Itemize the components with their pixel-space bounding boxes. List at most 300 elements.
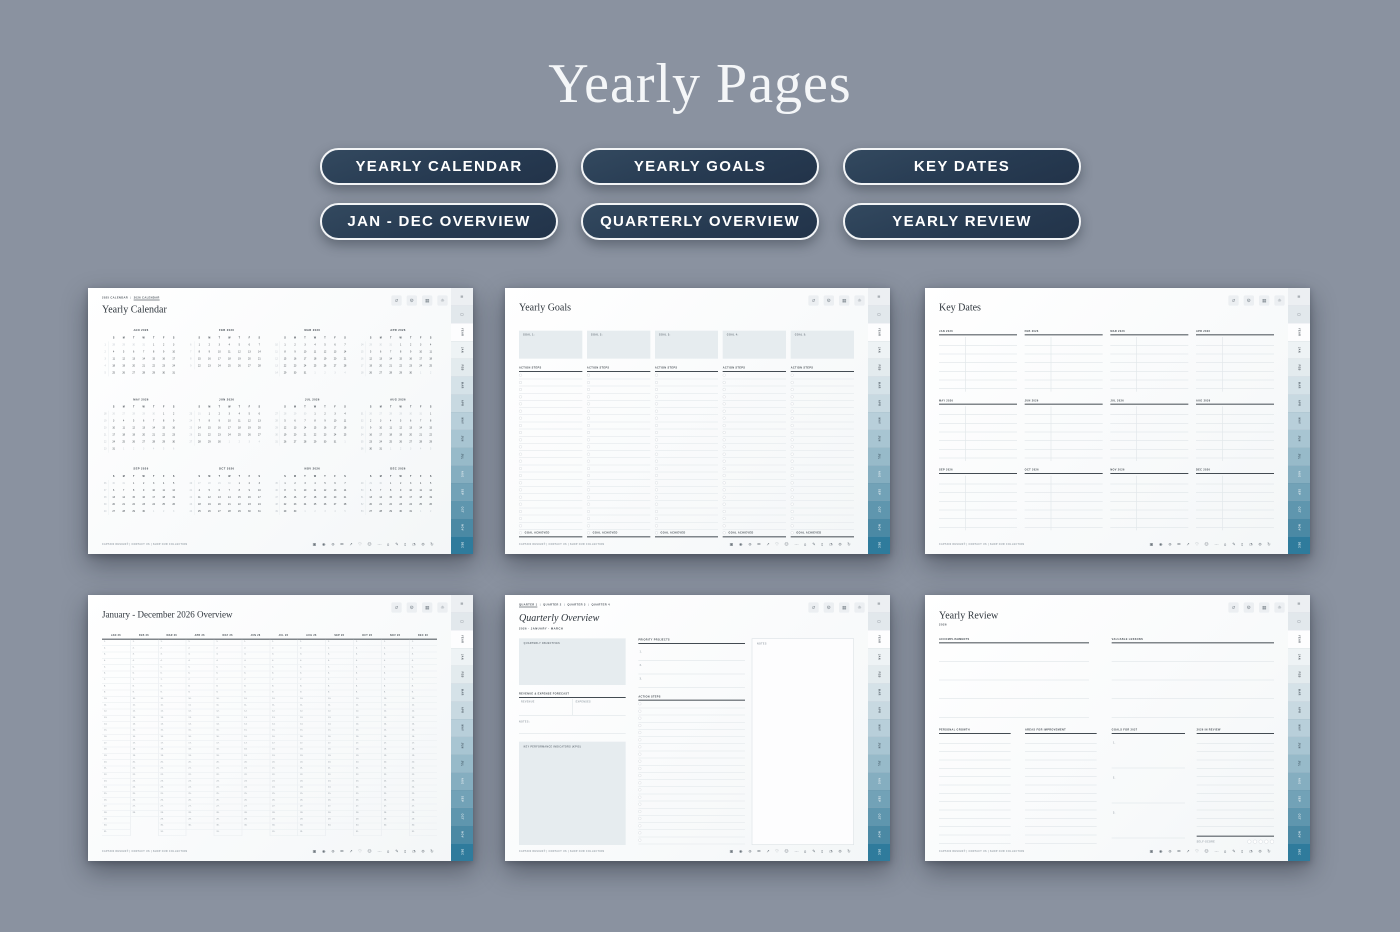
day-cell[interactable]: 30: [228, 482, 231, 485]
mail-icon[interactable]: ✉: [340, 848, 344, 854]
day-cell[interactable]: 27: [379, 371, 382, 374]
day-cell[interactable]: 31: [122, 482, 125, 485]
share-icon[interactable]: ↗: [766, 541, 770, 547]
checkbox-circle[interactable]: [519, 374, 522, 377]
day-cell[interactable]: 18: [389, 433, 392, 437]
sidebar-tab-nov[interactable]: [451, 825, 473, 843]
day-cell[interactable]: 30: [303, 412, 307, 416]
sidebar-tab-aug[interactable]: [1288, 465, 1310, 483]
checkbox-circle[interactable]: [638, 781, 641, 784]
day-cell[interactable]: 27: [333, 503, 337, 506]
day-cell[interactable]: 2: [218, 412, 220, 416]
day-cell[interactable]: 28: [343, 503, 347, 506]
heart-icon[interactable]: ♡: [775, 541, 779, 547]
day-cell[interactable]: 2: [133, 447, 135, 451]
day-cell[interactable]: 21: [343, 496, 347, 499]
sidebar-tab-nov[interactable]: [1288, 825, 1310, 843]
day-cell[interactable]: 29: [152, 371, 155, 374]
day-cell[interactable]: 31: [258, 510, 261, 513]
checkbox-circle[interactable]: [519, 474, 522, 477]
day-cell[interactable]: 18: [343, 426, 347, 430]
day-cell[interactable]: 17: [333, 426, 337, 430]
day-cell[interactable]: 26: [323, 503, 327, 506]
checkbox-circle[interactable]: [723, 374, 726, 377]
checkbox-circle[interactable]: [655, 496, 658, 499]
day-cell[interactable]: 2: [238, 440, 240, 444]
footer-link[interactable]: CONTACT US: [548, 543, 567, 546]
camera-icon[interactable]: ▣: [729, 848, 734, 854]
more-icon[interactable]: ⋯: [1214, 541, 1219, 547]
checkbox-circle[interactable]: [587, 503, 590, 506]
day-cell[interactable]: 23: [323, 433, 327, 437]
checkbox-circle[interactable]: [587, 517, 590, 520]
breadcrumb-link[interactable]: QUARTER 3: [567, 603, 586, 606]
checkbox-circle[interactable]: [638, 824, 641, 827]
day-cell[interactable]: 23: [293, 503, 297, 506]
day-row[interactable]: [298, 830, 325, 836]
share-icon[interactable]: ↗: [349, 848, 353, 854]
day-cell[interactable]: 1: [284, 343, 286, 346]
day-cell[interactable]: 30: [218, 440, 221, 444]
day-cell[interactable]: 14: [343, 489, 347, 492]
sidebar-tab-year[interactable]: [451, 323, 473, 341]
day-cell[interactable]: 29: [238, 510, 241, 513]
sidebar-tab-oct[interactable]: [1288, 808, 1310, 826]
day-cell[interactable]: 9: [208, 350, 210, 353]
checkbox-circle[interactable]: [587, 453, 590, 456]
score-circle[interactable]: [1264, 840, 1268, 844]
index-tab[interactable]: [868, 612, 890, 630]
more-icon[interactable]: ⋯: [1214, 848, 1219, 854]
checkbox-circle[interactable]: [638, 753, 641, 756]
breadcrumb-link[interactable]: 2025 CALENDAR: [101, 296, 128, 299]
checkbox-circle[interactable]: [655, 402, 658, 405]
clock-icon[interactable]: ◔: [1249, 541, 1253, 547]
day-cell[interactable]: 17: [172, 357, 175, 360]
day-cell[interactable]: 3: [153, 482, 155, 485]
globe-icon[interactable]: ⊛: [331, 541, 335, 547]
checkbox-circle[interactable]: [723, 410, 726, 413]
day-cell[interactable]: 15: [208, 426, 211, 430]
checkbox-circle[interactable]: [655, 438, 658, 441]
day-row[interactable]: [354, 830, 381, 836]
menu-tab[interactable]: [1288, 288, 1310, 305]
day-cell[interactable]: 14: [419, 426, 422, 430]
checkbox-circle[interactable]: [519, 503, 522, 506]
checkbox-circle[interactable]: [791, 374, 794, 377]
sidebar-tab-oct[interactable]: [451, 501, 473, 519]
day-cell[interactable]: 1: [133, 482, 135, 485]
sidebar-tab-sep[interactable]: [1288, 790, 1310, 808]
sidebar-tab-may[interactable]: [451, 719, 473, 737]
day-cell[interactable]: 9: [410, 350, 412, 353]
sidebar-tab-sep[interactable]: [451, 483, 473, 501]
day-cell[interactable]: 7: [344, 482, 346, 485]
checkbox-circle[interactable]: [723, 424, 726, 427]
day-cell[interactable]: 15: [238, 496, 241, 499]
day-cell[interactable]: 4: [420, 482, 422, 485]
nav-button-key-dates[interactable]: KEY DATES: [843, 148, 1081, 185]
checkbox-circle[interactable]: [638, 796, 641, 799]
day-cell[interactable]: 22: [198, 364, 201, 367]
day-cell[interactable]: 9: [294, 489, 296, 492]
day-cell[interactable]: 29: [142, 412, 145, 416]
day-cell[interactable]: 3: [248, 440, 250, 444]
sidebar-tab-jul[interactable]: [868, 754, 890, 772]
day-row[interactable]: [186, 830, 213, 836]
checkbox-circle[interactable]: [638, 839, 641, 842]
day-cell[interactable]: 12: [208, 496, 211, 499]
day-cell[interactable]: 13: [379, 357, 382, 360]
checkbox-circle[interactable]: [519, 496, 522, 499]
day-cell[interactable]: 21: [419, 433, 422, 437]
day-cell[interactable]: 30: [293, 371, 297, 374]
brightness-button[interactable]: [1274, 295, 1284, 305]
goal-box[interactable]: [723, 331, 786, 359]
day-cell[interactable]: 10: [218, 350, 221, 353]
day-cell[interactable]: 15: [313, 426, 317, 430]
day-cell[interactable]: 9: [248, 489, 250, 492]
day-cell[interactable]: 1: [390, 447, 392, 451]
day-cell[interactable]: 6: [410, 419, 412, 423]
day-cell[interactable]: 14: [258, 350, 261, 353]
refresh-icon[interactable]: ↻: [430, 541, 434, 547]
day-cell[interactable]: 29: [389, 510, 392, 513]
footer-link[interactable]: CAPTAIN DESIGN®: [939, 850, 966, 853]
sidebar-tab-year[interactable]: [868, 323, 890, 341]
pinterest-icon[interactable]: ◉: [739, 541, 743, 547]
score-circle[interactable]: [1247, 840, 1251, 844]
day-cell[interactable]: 25: [238, 433, 241, 437]
day-cell[interactable]: 28: [228, 510, 231, 513]
day-cell[interactable]: 30: [172, 440, 175, 444]
day-cell[interactable]: 9: [294, 350, 296, 353]
sidebar-tab-jul[interactable]: [1288, 447, 1310, 465]
sidebar-tab-jun[interactable]: [868, 737, 890, 755]
sidebar-tab-oct[interactable]: [451, 808, 473, 826]
day-cell[interactable]: 4: [314, 343, 316, 346]
heart-icon[interactable]: ♡: [358, 541, 362, 547]
share-icon[interactable]: ↗: [766, 848, 770, 854]
day-cell[interactable]: 3: [143, 447, 145, 451]
checkbox-circle[interactable]: [638, 803, 641, 806]
sidebar-tab-oct[interactable]: [868, 808, 890, 826]
day-row[interactable]: [131, 830, 158, 836]
day-cell[interactable]: 11: [389, 426, 392, 430]
day-cell[interactable]: 18: [313, 496, 317, 499]
day-cell[interactable]: 14: [379, 496, 382, 499]
day-cell[interactable]: 5: [324, 343, 326, 346]
checkbox-circle[interactable]: [655, 417, 658, 420]
pen-icon[interactable]: ✎: [395, 541, 399, 547]
checkbox-circle[interactable]: [587, 474, 590, 477]
day-cell[interactable]: 21: [228, 503, 231, 506]
checkbox-circle[interactable]: [587, 388, 590, 391]
day-cell[interactable]: 21: [379, 503, 382, 506]
day-cell[interactable]: 19: [238, 357, 241, 360]
day-cell[interactable]: 8: [284, 350, 286, 353]
globe-icon[interactable]: ⊛: [1168, 541, 1172, 547]
day-cell[interactable]: 4: [344, 371, 346, 374]
day-cell[interactable]: 11: [343, 419, 347, 423]
brightness-button[interactable]: [1274, 602, 1284, 612]
checkbox-circle[interactable]: [519, 453, 522, 456]
device-icon[interactable]: ▯: [821, 848, 824, 854]
day-cell[interactable]: 1: [400, 343, 402, 346]
globe-icon[interactable]: ⊛: [748, 848, 752, 854]
day-cell[interactable]: 27: [132, 371, 135, 374]
review-page-thumbnail[interactable]: [925, 595, 1310, 861]
day-cell[interactable]: 24: [172, 364, 175, 367]
checkbox-circle[interactable]: [587, 431, 590, 434]
footer-link[interactable]: SHOP OUR COLLECTION: [152, 850, 188, 853]
day-cell[interactable]: 2: [410, 343, 412, 346]
day-cell[interactable]: 17: [379, 433, 382, 437]
day-cell[interactable]: 31: [419, 412, 422, 416]
sidebar-tab-may[interactable]: [1288, 412, 1310, 430]
day-cell[interactable]: 3: [228, 412, 230, 416]
checkbox-circle[interactable]: [655, 431, 658, 434]
day-cell[interactable]: 30: [293, 510, 297, 513]
nav-button-yearly-goals[interactable]: YEARLY GOALS: [581, 148, 819, 185]
day-cell[interactable]: 5: [163, 447, 165, 451]
checkbox-circle[interactable]: [519, 417, 522, 420]
checkbox-circle[interactable]: [638, 817, 641, 820]
day-cell[interactable]: 1: [163, 412, 165, 416]
heart-icon[interactable]: ♡: [1195, 541, 1199, 547]
sidebar-tab-aug[interactable]: [451, 465, 473, 483]
day-cell[interactable]: 14: [303, 426, 307, 430]
day-cell[interactable]: 16: [399, 496, 402, 499]
undo-button[interactable]: [391, 602, 401, 612]
profile-icon[interactable]: ☺: [1204, 848, 1209, 854]
day-cell[interactable]: 11: [238, 419, 241, 423]
day-cell[interactable]: 30: [142, 510, 145, 513]
day-cell[interactable]: 4: [198, 489, 200, 492]
day-cell[interactable]: 23: [162, 364, 165, 367]
sidebar-tab-sep[interactable]: [868, 790, 890, 808]
day-cell[interactable]: 14: [152, 426, 155, 430]
day-cell[interactable]: 28: [132, 412, 135, 416]
checkbox-circle[interactable]: [655, 453, 658, 456]
day-cell[interactable]: 29: [399, 371, 402, 374]
day-cell[interactable]: 8: [163, 419, 165, 423]
checkbox-circle[interactable]: [791, 467, 794, 470]
day-cell[interactable]: 8: [390, 489, 392, 492]
target-icon[interactable]: ⊚: [838, 848, 842, 854]
day-cell[interactable]: 22: [162, 433, 165, 437]
day-cell[interactable]: 27: [198, 482, 201, 485]
day-cell[interactable]: 14: [389, 357, 392, 360]
day-cell[interactable]: 8: [153, 350, 155, 353]
heart-icon[interactable]: ♡: [1195, 848, 1199, 854]
checkbox-circle[interactable]: [587, 510, 590, 513]
day-cell[interactable]: 4: [153, 447, 155, 451]
home-icon[interactable]: ⌂: [804, 848, 807, 854]
day-cell[interactable]: 7: [344, 343, 346, 346]
day-cell[interactable]: 27: [369, 510, 372, 513]
pinterest-icon[interactable]: ◉: [739, 848, 743, 854]
day-cell[interactable]: 5: [430, 482, 432, 485]
checkbox-circle[interactable]: [587, 481, 590, 484]
sidebar-tab-jan[interactable]: [1288, 341, 1310, 359]
day-cell[interactable]: 12: [248, 419, 251, 423]
sidebar-tab-sep[interactable]: [868, 483, 890, 501]
day-cell[interactable]: 27: [122, 412, 125, 416]
sidebar-tab-apr[interactable]: [451, 701, 473, 719]
day-cell[interactable]: 30: [379, 482, 382, 485]
checkbox-circle[interactable]: [791, 410, 794, 413]
day-cell[interactable]: 25: [228, 364, 231, 367]
day-row[interactable]: [382, 830, 409, 836]
day-cell[interactable]: 24: [258, 503, 261, 506]
checkbox-circle[interactable]: [791, 496, 794, 499]
day-cell[interactable]: 2: [294, 482, 296, 485]
checkbox-circle[interactable]: [655, 445, 658, 448]
profile-icon[interactable]: ☺: [1204, 541, 1209, 547]
gear-button[interactable]: [1244, 602, 1254, 612]
score-circle[interactable]: [1259, 840, 1263, 844]
pinterest-icon[interactable]: ◉: [322, 541, 326, 547]
sidebar-tab-dec[interactable]: [868, 536, 890, 554]
overview-page-thumbnail[interactable]: [88, 595, 473, 861]
sidebar-tab-apr[interactable]: [1288, 394, 1310, 412]
sidebar-tab-mar[interactable]: [1288, 683, 1310, 701]
day-cell[interactable]: 29: [369, 343, 372, 346]
checkbox-circle[interactable]: [655, 410, 658, 413]
day-cell[interactable]: 15: [152, 357, 155, 360]
day-cell[interactable]: 5: [344, 510, 346, 513]
checkbox-circle[interactable]: [587, 496, 590, 499]
sidebar-tab-aug[interactable]: [868, 772, 890, 790]
refresh-icon[interactable]: ↻: [430, 848, 434, 854]
day-cell[interactable]: 28: [152, 440, 155, 444]
day-cell[interactable]: 20: [248, 357, 251, 360]
day-cell[interactable]: 9: [370, 426, 372, 430]
checkbox-circle[interactable]: [587, 374, 590, 377]
nav-button-yearly-review[interactable]: YEARLY REVIEW: [843, 203, 1081, 240]
day-cell[interactable]: 16: [293, 357, 297, 360]
checkbox-circle[interactable]: [519, 431, 522, 434]
day-cell[interactable]: 30: [248, 510, 251, 513]
sidebar-tab-nov[interactable]: [1288, 518, 1310, 536]
day-cell[interactable]: 26: [399, 440, 402, 444]
sidebar-tab-nov[interactable]: [868, 518, 890, 536]
day-cell[interactable]: 13: [142, 426, 145, 430]
day-cell[interactable]: 22: [429, 433, 432, 437]
day-cell[interactable]: 6: [133, 350, 135, 353]
grid-button[interactable]: [1259, 602, 1269, 612]
day-cell[interactable]: 11: [122, 426, 125, 430]
day-cell[interactable]: 2: [430, 510, 432, 513]
checkbox-circle[interactable]: [655, 381, 658, 384]
checkbox-circle[interactable]: [655, 460, 658, 463]
checkbox-circle[interactable]: [723, 460, 726, 463]
checkbox-circle[interactable]: [519, 510, 522, 513]
day-cell[interactable]: 13: [333, 350, 337, 353]
day-cell[interactable]: 19: [429, 496, 432, 499]
checkbox-circle[interactable]: [519, 388, 522, 391]
day-cell[interactable]: 12: [122, 357, 125, 360]
camera-icon[interactable]: ▣: [1149, 848, 1154, 854]
day-cell[interactable]: 25: [313, 364, 317, 367]
day-cell[interactable]: 17: [258, 496, 261, 499]
brightness-button[interactable]: [854, 295, 864, 305]
day-cell[interactable]: 9: [163, 350, 165, 353]
day-cell[interactable]: 18: [419, 496, 422, 499]
sidebar-tab-oct[interactable]: [1288, 501, 1310, 519]
more-icon[interactable]: ⋯: [377, 848, 382, 854]
day-cell[interactable]: 19: [323, 357, 327, 360]
grid-button[interactable]: [839, 602, 849, 612]
sidebar-tab-dec[interactable]: [1288, 536, 1310, 554]
more-icon[interactable]: ⋯: [794, 541, 799, 547]
day-cell[interactable]: 4: [390, 419, 392, 423]
day-cell[interactable]: 24: [228, 433, 231, 437]
checkbox-circle[interactable]: [587, 424, 590, 427]
footer-link[interactable]: SHOP OUR COLLECTION: [569, 543, 605, 546]
mail-icon[interactable]: ✉: [1177, 541, 1181, 547]
day-cell[interactable]: 4: [334, 510, 336, 513]
day-cell[interactable]: 24: [303, 503, 307, 506]
day-cell[interactable]: 22: [313, 433, 317, 437]
checkbox-circle[interactable]: [519, 467, 522, 470]
day-cell[interactable]: 16: [409, 357, 412, 360]
day-cell[interactable]: 13: [333, 489, 337, 492]
sidebar-tab-aug[interactable]: [1288, 772, 1310, 790]
day-cell[interactable]: 13: [369, 496, 372, 499]
day-cell[interactable]: 29: [313, 440, 317, 444]
day-cell[interactable]: 31: [333, 440, 337, 444]
day-cell[interactable]: 11: [419, 489, 422, 492]
day-cell[interactable]: 30: [409, 412, 412, 416]
day-cell[interactable]: 20: [142, 433, 145, 437]
day-cell[interactable]: 2: [163, 343, 165, 346]
footer-link[interactable]: SHOP OUR COLLECTION: [569, 850, 605, 853]
day-cell[interactable]: 7: [153, 419, 155, 423]
refresh-icon[interactable]: ↻: [847, 848, 851, 854]
sidebar-tab-apr[interactable]: [451, 394, 473, 412]
day-cell[interactable]: 29: [283, 510, 287, 513]
checkbox-circle[interactable]: [723, 453, 726, 456]
pen-icon[interactable]: ✎: [1232, 848, 1236, 854]
day-cell[interactable]: 24: [152, 503, 155, 506]
checkbox-circle[interactable]: [791, 453, 794, 456]
day-cell[interactable]: 28: [419, 440, 422, 444]
day-cell[interactable]: 17: [152, 496, 155, 499]
day-cell[interactable]: 4: [430, 343, 432, 346]
home-icon[interactable]: ⌂: [387, 848, 390, 854]
day-cell[interactable]: 17: [419, 357, 422, 360]
day-cell[interactable]: 28: [122, 510, 125, 513]
checkbox-circle[interactable]: [587, 445, 590, 448]
day-cell[interactable]: 1: [238, 482, 240, 485]
day-cell[interactable]: 18: [162, 496, 165, 499]
day-cell[interactable]: 10: [303, 489, 307, 492]
day-cell[interactable]: 2: [208, 343, 210, 346]
sidebar-tab-mar[interactable]: [451, 683, 473, 701]
day-cell[interactable]: 31: [112, 447, 115, 451]
day-cell[interactable]: 8: [198, 350, 200, 353]
day-cell[interactable]: 25: [198, 510, 201, 513]
day-cell[interactable]: 4: [163, 482, 165, 485]
day-cell[interactable]: 2: [163, 510, 165, 513]
sidebar-tab-sep[interactable]: [1288, 483, 1310, 501]
checkbox-circle[interactable]: [655, 424, 658, 427]
day-cell[interactable]: 30: [379, 343, 382, 346]
calendar-page-thumbnail[interactable]: [88, 288, 473, 554]
checkbox-circle[interactable]: [791, 460, 794, 463]
